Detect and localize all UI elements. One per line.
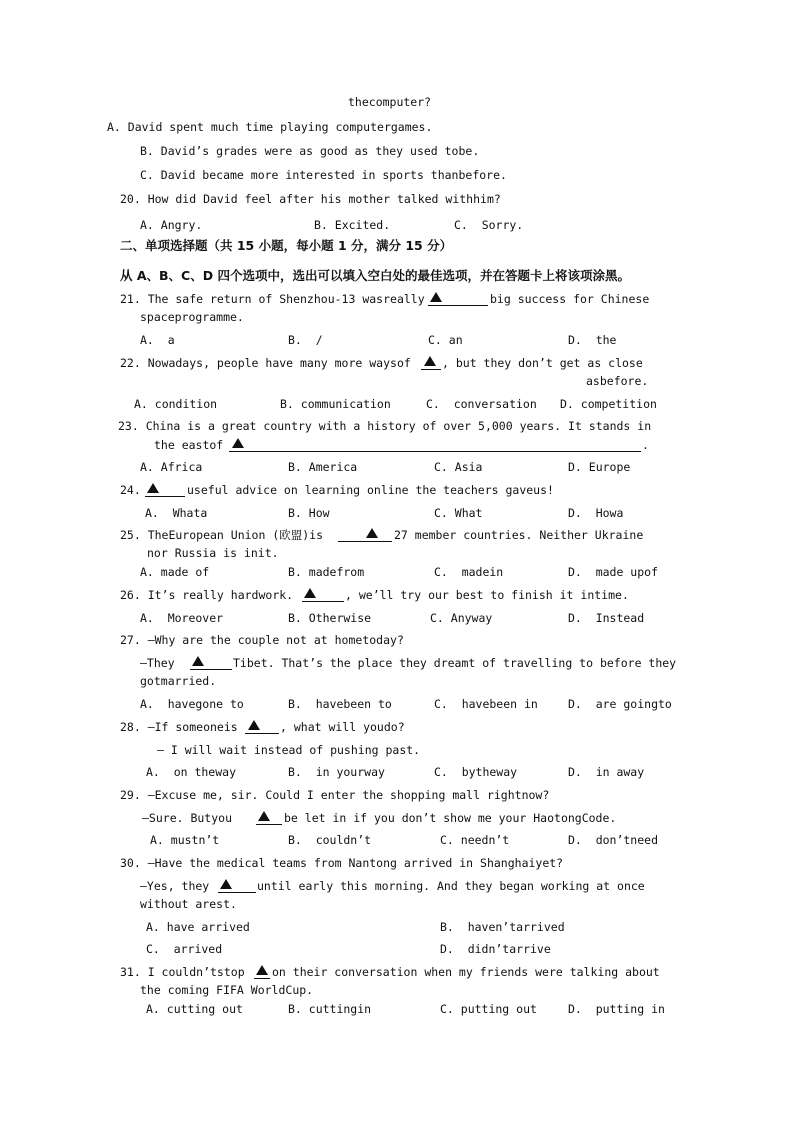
q19-option-c: C. David became more interested in sports thanbefore. [140,168,507,182]
q24-option-b: B. How [288,506,330,520]
q31-stem-line2: the coming FIFA WorldCup. [140,983,314,997]
triangle-icon [232,438,244,448]
q24-number: 24. [120,483,141,497]
answer-blank [145,496,185,497]
q27-stem-line2-part2: Tibet. That’s the place they dreamt of travelling to before they [233,656,677,670]
q21-option-a: A. a [140,333,175,347]
q23-option-b: B. America [288,460,358,474]
q27-stem-line3: gotmarried. [140,674,217,688]
q22-stem-part2: , but they don’t get as close [442,356,643,370]
q24-option-a: A. Whata [145,506,208,520]
q23-stem-end: . [642,438,649,452]
answer-blank [229,451,641,452]
q23-stem-line1: 23. China is a great country with a history of over 5,000 years. It stands in [118,419,652,433]
q22-option-d: D. competition [560,397,657,411]
q22-stem-part1: 22. Nowadays, people have many more waysof [120,356,411,370]
q27-stem-line1: 27. —Why are the couple not at hometoday? [120,633,404,647]
q25-stem-part1: 25. TheEuropean Union (欧盟)is [120,528,324,542]
q19-option-b: B. David’s grades were as good as they used tobe. [140,144,480,158]
q20-stem: 20. How did David feel after his mother talked withhim? [120,192,501,206]
q29-option-c: C. needn’t [440,833,510,847]
q23-option-c: C. Asia [434,460,483,474]
q21-stem-part2: big success for Chinese [490,292,650,306]
q26-stem-part2: , we’ll try our best to finish it intime. [345,588,629,602]
triangle-icon [424,356,436,366]
triangle-icon [430,292,442,302]
q21-option-c: C. an [428,333,463,347]
q25-option-c: C. madein [434,565,504,579]
q27-stem-line2-part1: —They [140,656,175,670]
q28-option-d: D. in away [568,765,645,779]
q22-option-a: A. condition [134,397,218,411]
triangle-icon [192,656,204,666]
q31-option-c: C. putting out [440,1002,537,1016]
q31-option-d: D. putting in [568,1002,665,1016]
triangle-icon [147,483,159,493]
q26-stem-part1: 26. It’s really hardwork. [120,588,294,602]
q20-option-a: A. Angry. [140,218,203,232]
q22-stem-line2: asbefore. [586,374,649,388]
q31-option-b: B. cuttingin [288,1002,372,1016]
q29-option-a: A. mustn’t [150,833,220,847]
answer-blank [218,892,256,893]
triangle-icon [304,588,316,598]
q31-option-a: A. cutting out [146,1002,243,1016]
answer-blank [245,733,279,734]
answer-blank [256,824,282,825]
q30-option-c: C. arrived [146,942,223,956]
q20-option-c: C. Sorry. [454,218,524,232]
triangle-icon [256,965,268,975]
answer-blank [428,305,488,306]
q27-option-c: C. havebeen in [434,697,538,711]
continued-question-text: thecomputer? [348,95,432,109]
q21-option-d: D. the [568,333,617,347]
q22-option-c: C. conversation [426,397,537,411]
q29-stem-line2-part2: be let in if you don’t show me your HaotongCode. [284,811,617,825]
q25-stem-part2: 27 member countries. Neither Ukraine [394,528,644,542]
q27-option-a: A. havegone to [140,697,244,711]
q23-option-a: A. Africa [140,460,203,474]
q30-option-d: D. didn’tarrive [440,942,551,956]
q26-option-c: C. Anyway [430,611,493,625]
q28-option-a: A. on theway [146,765,237,779]
q19-option-a: A. David spent much time playing computergames. [107,120,433,134]
q29-stem-line1: 29. —Excuse me, sir. Could I enter the shopping mall rightnow? [120,788,550,802]
triangle-icon [248,720,260,730]
q28-option-c: C. bytheway [434,765,518,779]
triangle-icon [258,811,270,821]
q22-option-b: B. communication [280,397,391,411]
q27-option-b: B. havebeen to [288,697,392,711]
triangle-icon [220,879,232,889]
answer-blank [302,601,344,602]
q26-option-d: D. Instead [568,611,645,625]
q28-stem-line2: — I will wait instead of pushing past. [157,743,421,757]
answer-blank [190,669,232,670]
q28-stem-part2: , what will youdo? [280,720,405,734]
q29-option-d: D. don’tneed [568,833,659,847]
q27-option-d: D. are goingto [568,697,672,711]
q25-option-b: B. madefrom [288,565,365,579]
q23-stem-line2: the eastof [154,438,224,452]
q21-stem-part1: 21. The safe return of Shenzhou-13 wasreally [120,292,425,306]
answer-blank [338,541,392,542]
section-instruction: 从 A、B、C、D 四个选项中，选出可以填入空白处的最佳选项，并在答题卡上将该项涂黑。 [120,268,630,283]
triangle-icon [366,528,378,538]
answer-blank [254,978,270,979]
answer-blank [421,369,441,370]
q26-option-a: A. Moreover [140,611,224,625]
q23-option-d: D. Europe [568,460,631,474]
q25-option-d: D. made upof [568,565,659,579]
q30-stem-line2-part2: until early this morning. And they began working at once [257,879,645,893]
q26-option-b: B. Otherwise [288,611,372,625]
q24-option-d: D. Howa [568,506,624,520]
q29-stem-line2-part1: —Sure. Butyou [142,811,233,825]
q30-stem-line1: 30. —Have the medical teams from Nantong arrived in Shanghaiyet? [120,856,564,870]
q30-stem-line2-part1: —Yes, they [140,879,210,893]
q24-option-c: C. What [434,506,483,520]
section-title: 二、单项选择题（共 15 小题，每小题 1 分，满分 15 分） [120,238,453,253]
q31-stem-part2: on their conversation when my friends were talking about [272,965,660,979]
q29-option-b: B. couldn’t [288,833,372,847]
q25-stem-line2: nor Russia is init. [147,546,279,560]
q28-option-b: B. in yourway [288,765,385,779]
q21-option-b: B. / [288,333,323,347]
q30-option-a: A. have arrived [146,920,250,934]
q31-stem-part1: 31. I couldn’tstop [120,965,245,979]
q20-option-b: B. Excited. [314,218,391,232]
q30-option-b: B. haven’tarrived [440,920,565,934]
q21-stem-line2: spaceprogramme. [140,310,244,324]
q24-stem: useful advice on learning online the teachers gaveus! [187,483,554,497]
q30-stem-line3: without arest. [140,897,237,911]
q28-stem-part1: 28. —If someoneis [120,720,238,734]
q25-option-a: A. made of [140,565,210,579]
